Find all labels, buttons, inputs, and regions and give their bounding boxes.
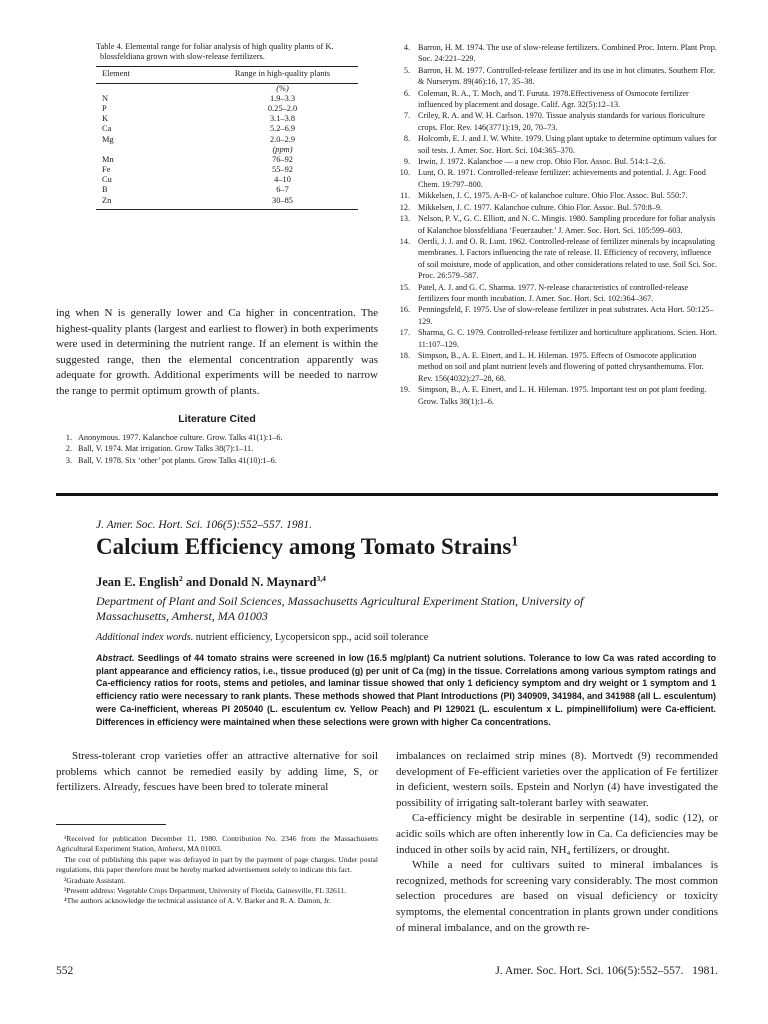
footnote: The cost of publishing this paper was defrayed in part by the payment of page charges. Under postal regulations, this paper therefore must be hereby marked advertisement solely to indicate this fact. <box>56 854 378 875</box>
cell-element: Mn <box>102 154 114 164</box>
cell-element: K <box>102 114 109 124</box>
author-2-mark: 3,4 <box>316 573 326 583</box>
reference-number: 14. <box>399 236 410 246</box>
cell-range: 30–85 <box>272 195 293 205</box>
reference-text: Barron, H. M. 1974. The use of slow-release fertilizers. Combined Proc. Intern. Plant Prop. Soc. 24:221–229. <box>418 43 717 64</box>
footnote: ²Graduate Assistant. <box>64 875 126 885</box>
reference-item <box>396 384 718 407</box>
reference-item <box>396 213 718 236</box>
reference-text: Simpson, B., A. E. Einert, and L. H. Hileman. 1975. Effects of Osmocote application method on soil and plant nutrient levels and flowering of potted chrysanthemums. Flor. Rev. 156(4032):27–28, 68. <box>418 350 704 383</box>
affiliation: Department of Plant and Soil Sciences, Massachusetts Agricultural Experiment Station, University of Massachusetts, Amherst, MA 01003 <box>96 594 584 623</box>
table-bottom-rule <box>96 209 358 210</box>
abstract-text: Seedlings of 44 tomato strains were screened in low (16.5 mg/plant) Ca nutrient solutions. Tolerance to low Ca was rated according to plant appearance and efficiency ratios, i.e., tissue produced (g) per unit of Ca (mg) in the tissue. Correlations among various symptom ratings and Ca-efficiency ratios for roots, stems and petioles, and laminar tissue showed that only 1 deficiency symptom and dry weight or 1 symptom and 1 efficiency ratio were necessary to rank plants. These methods showed that Plant Introductions (PI) 340909, 341984, and 341988 (all L. esculentum) were Ca-inefficient, whereas PI 205040 (L. esculentum cv. Yellow Peach) and PI 129021 (L. esculentum x L. pimpinellifolium) were Ca-efficient. Differences in efficiency were maintained when these selections were grown with higher Ca concentrations. <box>96 653 716 727</box>
table-row <box>96 155 358 165</box>
reference-text: Sharma, G. C. 1979. Controlled-release fertilizer and horticulture applications. Scien. Hort. 11:107–129. <box>418 328 717 349</box>
unit-percent: (%) <box>276 83 289 93</box>
unit-ppm: (ppm) <box>272 144 293 154</box>
reference-number: 18. <box>399 350 410 360</box>
reference-item <box>56 443 378 454</box>
reference-text: Criley, R. A. and W. H. Carlson. 1970. Tissue analysis standards for various floriculture crops. Flor. Rev. 146(3771):19, 20, 70–73. <box>418 111 705 132</box>
reference-item <box>396 133 718 156</box>
body-left-column <box>56 749 378 796</box>
reference-text: Ball, V. 1974. Mat irrigation. Grow Talks 38(7):1–11. <box>78 444 254 454</box>
body-paragraph: imbalances on reclaimed strip mines (8). Mortvedt (9) recommended development of Fe-efficient varieties over the application of Fe fertilizer in deficient, western soils. Epstein and Norlyn (4) have investigated the possibility of irrigating salt-tolerant barley with seawater. <box>396 750 718 809</box>
reference-number: 12. <box>399 202 410 212</box>
reference-number: 3. <box>65 455 72 465</box>
cell-range: 2.0–2.9 <box>269 134 296 144</box>
reference-number: 7. <box>403 111 410 121</box>
reference-text: Mikkelsen, J. C. 1975. A-B-C- of kalanchoe culture. Ohio Flor. Assoc. Bul. 550:7. <box>418 191 688 201</box>
cell-range: 1.9–3.3 <box>269 93 296 103</box>
table-row <box>96 104 358 114</box>
reference-text: Anonymous. 1977. Kalanchoe culture. Grow. Talks 41(1):1–6. <box>78 433 283 442</box>
reference-list-left <box>56 432 378 466</box>
cell-element: P <box>102 103 107 113</box>
reference-number: 2. <box>65 444 72 454</box>
reference-number: 11. <box>400 191 410 201</box>
table-row <box>96 114 358 124</box>
literature-cited-heading: Literature Cited <box>178 413 256 425</box>
reference-number: 10. <box>399 168 410 178</box>
footnote: ⁴The authors acknowledge the technical assistance of A. V. Barker and R. A. Damon, Jr. <box>64 896 331 906</box>
cell-element: Fe <box>102 165 111 175</box>
table-row <box>96 124 358 134</box>
index-words-text: nutrient efficiency, Lycopersicon spp., acid soil tolerance <box>193 632 429 643</box>
table-row <box>96 135 358 145</box>
article-title <box>96 534 518 560</box>
reference-number: 17. <box>399 328 410 338</box>
reference-list-right <box>396 42 718 407</box>
footer-citation: J. Amer. Soc. Hort. Sci. 106(5):552–557. 1981. <box>495 965 718 977</box>
reference-item <box>396 65 718 88</box>
col-header-range: Range in high-quality plants <box>234 69 331 79</box>
reference-item <box>56 455 378 466</box>
reference-text: Nelson, P. V., G. C. Elliott, and N. C. Mingis. 1980. Sampling procedure for foliar analysis of Kalanchoe blossfeldiana ‘Feuerzauber.’ J. Amer. Soc. Hort. Sci. 105:599–603. <box>418 214 716 235</box>
footnote: ³Present address: Vegetable Crops Department, University of Florida, Gainesville, FL 32611. <box>64 886 347 896</box>
reference-number: 5. <box>403 65 410 75</box>
reference-text: Irwin, J. 1972. Kalanchoe — a new crop. Ohio Flor. Assoc. Bul. 514:1–2,6. <box>418 157 666 167</box>
table-row <box>96 185 358 195</box>
reference-number: 1. <box>65 433 72 442</box>
reference-item <box>56 432 378 443</box>
reference-number: 13. <box>399 214 410 224</box>
body-paragraph: Stress-tolerant crop varieties offer an attractive alternative for soil problems which cannot be remedied easily by adding lime, S, or fertilizers. Already, fescues have been bred to tolerate mineral <box>56 750 378 794</box>
reference-number: 15. <box>399 282 410 292</box>
reference-number: 16. <box>399 305 410 315</box>
body-paragraph: While a need for cultivars suited to mineral imbalances is recognized, methods for screening vary considerably. The most common selection procedures are based on visual deficiency or toxicity symptoms, the elemental concentration in plants grown under conditions of mineral imbalance, and on the growth re- <box>396 859 718 934</box>
author-1: Jean E. English <box>96 575 180 589</box>
body-right-column <box>396 749 718 936</box>
table-row <box>96 94 358 104</box>
footnote: ¹Received for publication December 11, 1980. Contribution No. 2346 from the Massachusetts Agricultural Experiment Station, Amherst, MA 01003. <box>56 834 378 854</box>
cell-element: Cu <box>102 175 112 185</box>
table-rows-percent <box>96 94 358 145</box>
unit-row-percent <box>96 84 358 94</box>
cell-range: 0.25–2.0 <box>267 103 298 113</box>
table-row <box>96 175 358 185</box>
cell-range: 3.1–3.8 <box>269 114 296 124</box>
table-header <box>96 67 358 83</box>
reference-item <box>396 110 718 133</box>
cell-range: 5.2–6.9 <box>269 124 296 134</box>
author-1-mark: 2 <box>179 573 183 583</box>
index-words-label: Additional index words. <box>96 632 194 643</box>
reference-text: Simpson, B., A. E. Einert, and L. H. Hileman. 1975. Important test on pot plant feeding. Grow. Talks 38(1):1–6. <box>418 385 707 406</box>
authors <box>96 575 326 590</box>
cell-range: 6–7 <box>276 185 289 195</box>
cell-range: 4–10 <box>274 175 291 185</box>
index-words <box>96 632 428 643</box>
table-rows-ppm <box>96 155 358 206</box>
reference-item <box>396 282 718 305</box>
reference-item <box>396 42 718 65</box>
cell-range: 55–92 <box>272 165 293 175</box>
abstract <box>96 652 716 728</box>
reference-text: Barron, H. M. 1977. Controlled-release fertilizer and its use in hot climates. Southern Flor. & Nurserym. 89(46):16, 17, 35–38. <box>418 65 716 87</box>
article-divider <box>56 493 718 496</box>
reference-item <box>396 327 718 350</box>
reference-number: 19. <box>399 385 410 395</box>
reference-item <box>396 88 718 111</box>
cell-element: Ca <box>102 124 112 134</box>
reference-text: Ball, V. 1978. Six ‘other’ pot plants. Grow Talks 41(10):1–6. <box>78 455 277 465</box>
reference-text: Lunt, O. R. 1971. Controlled-release fertilizer: achievements and potential. J. Agr. Food Chem. 19:797–800. <box>418 168 706 189</box>
journal-citation: J. Amer. Soc. Hort. Sci. 106(5):552–557. 1981. <box>96 519 313 531</box>
article-title-text: Calcium Efficiency among Tomato Strains <box>96 534 512 559</box>
reference-item <box>396 156 718 167</box>
footnotes <box>56 834 378 907</box>
reference-item <box>396 167 718 190</box>
table-row <box>96 196 358 206</box>
title-footnote-mark: 1 <box>511 533 519 549</box>
reference-text: Holcomb, E. J. and J. W. White. 1979. Using plant uptake to determine optimum values for soil tests. J. Amer. Soc. Hort. Sci. 104:365–370. <box>418 134 717 155</box>
cell-element: Zn <box>102 195 112 205</box>
reference-number: 6. <box>403 88 410 98</box>
reference-number: 4. <box>403 43 410 52</box>
reference-text: Penningsfeld, F. 1975. Use of slow-release fertilizer in peat substrates. Acta Hort. 50:125–129. <box>418 305 714 326</box>
body-paragraph: Ca-efficiency might be desirable in serpentine (14), sodic (12), or acidic soils which are often inherently low in Ca. Ca deficiencies may be induced in other soils by acid rain, NH₄ fertilizers, or drought. <box>396 812 718 856</box>
reference-text: Coleman, R. A., T. Moch, and T. Furuta. 1978.Effectiveness of Osmocote fertilizer influenced by placement and dosage. Calif. Agr. 32(5):12–13. <box>418 88 689 110</box>
footnote-rule <box>56 824 166 825</box>
page-number: 552 <box>56 965 74 977</box>
cell-element: N <box>102 93 109 103</box>
reference-text: Mikkelsen, J. C. 1977. Kalanchoe culture. Ohio Flor. Assoc. Bul. 570:8–9. <box>418 202 663 212</box>
reference-text: Oertli, J. J. and O. R. Lunt. 1962. Controlled-release of fertilizer minerals by incapsulating membranes. I. Factors influencing the rate of release. II. Efficiency of recovery, influence of soil moisture, mode of application, and other considerations related to use. Soil Sci. Soc. Proc. 26:579–587. <box>418 236 718 281</box>
cell-range: 76–92 <box>272 154 293 164</box>
reference-number: 8. <box>403 134 410 144</box>
author-2: and Donald N. Maynard <box>182 575 317 589</box>
reference-item <box>396 202 718 213</box>
cell-element: B <box>102 185 108 195</box>
reference-number: 9. <box>403 157 410 167</box>
reference-text: Patel, A. J. and G. C. Sharma. 1977. N-release characteristics of controlled-release fertilizers four month incubation. J. Amer. Soc. Hort. Sci. 102:364–367. <box>418 282 689 303</box>
reference-item <box>396 304 718 327</box>
table-4 <box>96 42 358 210</box>
cell-element: Mg <box>102 134 114 144</box>
left-column-text: ing when N is generally lower and Ca higher in concentration. The highest-quality plants (largest and earliest to flower) in both experiments were used in determining the nutrient range. If an element is within the suggested range, then the elemental concentration apparently was adequate for growth. Additional experiments will be needed to narrow the range to permit optimum growth of plants. <box>56 307 378 397</box>
table-row <box>96 165 358 175</box>
reference-item <box>396 350 718 384</box>
table-caption: Table 4. Elemental range for foliar analysis of high quality plants of K. blossfeldiana grown with slow-release fertilizers. <box>96 42 334 62</box>
abstract-label: Abstract. <box>96 653 135 663</box>
col-header-element: Element <box>102 69 130 79</box>
unit-row-ppm <box>96 145 358 155</box>
reference-item <box>396 190 718 201</box>
reference-item <box>396 236 718 282</box>
